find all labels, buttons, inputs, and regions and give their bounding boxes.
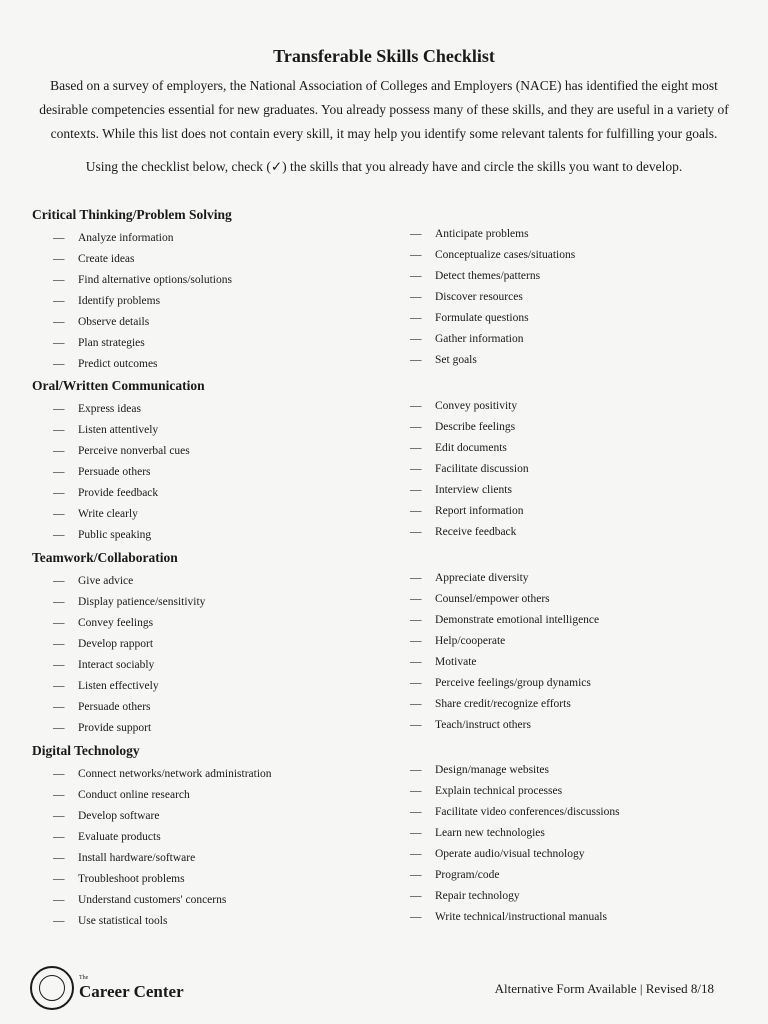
checkbox-line[interactable]: —: [410, 505, 422, 517]
skill-label: Express ideas: [78, 403, 141, 415]
skill-list-right: [410, 224, 740, 371]
skill-label: Convey positivity: [435, 400, 518, 412]
skill-item: [53, 504, 383, 525]
skill-label: Teach/instruct others: [435, 719, 531, 731]
skill-item: [53, 571, 383, 592]
checkbox-line[interactable]: —: [410, 442, 422, 454]
footer-revision-note: Alternative Form Available | Revised 8/18: [494, 981, 714, 996]
skill-label: Report information: [435, 505, 524, 517]
skill-label: Gather information: [435, 333, 524, 345]
skill-label: Develop software: [78, 810, 160, 822]
skill-label: Analyze information: [78, 232, 174, 244]
checkbox-line[interactable]: —: [53, 575, 65, 587]
skill-item: [53, 785, 383, 806]
skill-label: Design/manage websites: [435, 764, 550, 776]
skill-label: Program/code: [435, 869, 500, 881]
skill-label: Discover resources: [435, 291, 523, 303]
skill-list-right: [410, 760, 740, 928]
checkbox-line[interactable]: —: [53, 810, 65, 822]
skill-item: [53, 462, 383, 483]
skill-item: [410, 245, 740, 266]
skill-item: [410, 694, 740, 715]
skill-list-right: [410, 396, 740, 543]
skill-item: [410, 844, 740, 865]
skill-item: [53, 333, 383, 354]
checkbox-line[interactable]: —: [53, 768, 65, 780]
skill-item: [53, 249, 383, 270]
checkbox-line[interactable]: —: [410, 890, 422, 902]
checkbox-line[interactable]: —: [410, 635, 422, 647]
skill-label: Describe feelings: [435, 421, 516, 433]
skill-item: [53, 312, 383, 333]
skill-item: [410, 287, 740, 308]
skill-label: Predict outcomes: [78, 358, 158, 370]
checkbox-line[interactable]: —: [410, 333, 422, 345]
skill-label: Explain technical processes: [435, 785, 563, 797]
skill-item: [53, 764, 383, 785]
skill-label: Appreciate diversity: [435, 572, 529, 584]
checkbox-line[interactable]: —: [53, 873, 65, 885]
skill-item: [410, 459, 740, 480]
checkbox-line[interactable]: —: [53, 789, 65, 801]
skill-label: Formulate questions: [435, 312, 529, 324]
skill-list-left: [53, 764, 383, 932]
skill-label: Identify problems: [78, 295, 161, 307]
skill-list-right: [410, 568, 740, 736]
checkbox-line[interactable]: —: [410, 400, 422, 412]
skill-label: Perceive feelings/group dynamics: [435, 677, 591, 689]
checkbox-line[interactable]: —: [53, 659, 65, 671]
skill-label: Give advice: [78, 575, 134, 587]
checkbox-line[interactable]: —: [410, 593, 422, 605]
skill-item: [410, 501, 740, 522]
checkbox-line[interactable]: —: [410, 312, 422, 324]
checkbox-line[interactable]: —: [53, 701, 65, 713]
skill-item: [410, 673, 740, 694]
skill-item: [410, 652, 740, 673]
section-heading-digital-technology: Digital Technology: [32, 743, 140, 758]
skill-label: Convey feelings: [78, 617, 154, 629]
skill-item: [410, 308, 740, 329]
skill-item: [53, 270, 383, 291]
skill-label: Persuade others: [78, 466, 151, 478]
instructions: Using the checklist below, check (✓) the skills that you already have and circle the skills you want to develop.: [85, 159, 683, 174]
skill-item: [53, 592, 383, 613]
skill-label: Troubleshoot problems: [78, 873, 185, 885]
skill-label: Find alternative options/solutions: [78, 274, 232, 286]
skill-label: Connect networks/network administration: [78, 768, 272, 780]
skill-label: Use statistical tools: [78, 915, 168, 927]
skill-label: Write technical/instructional manuals: [435, 911, 607, 923]
skill-item: [410, 631, 740, 652]
skill-item: [410, 907, 740, 928]
skill-label: Create ideas: [78, 253, 135, 265]
checkbox-line[interactable]: —: [53, 403, 65, 415]
checkbox-line[interactable]: —: [53, 831, 65, 843]
skill-item: [410, 823, 740, 844]
skill-item: [53, 634, 383, 655]
skill-list-left: [53, 399, 383, 546]
skill-item: [53, 483, 383, 504]
checkbox-line[interactable]: —: [410, 526, 422, 538]
skill-label: Display patience/sensitivity: [78, 596, 206, 608]
checkbox-line[interactable]: —: [410, 677, 422, 689]
skill-item: [410, 781, 740, 802]
checkbox-line[interactable]: —: [53, 295, 65, 307]
skill-item: [53, 354, 383, 375]
skill-label: Repair technology: [435, 890, 520, 902]
skill-label: Facilitate video conferences/discussions: [435, 806, 620, 818]
skill-label: Interact sociably: [78, 659, 155, 671]
skill-item: [410, 610, 740, 631]
skill-label: Provide feedback: [78, 487, 159, 499]
checkbox-line[interactable]: —: [410, 827, 422, 839]
checkbox-line[interactable]: —: [53, 680, 65, 692]
skill-item: [53, 525, 383, 546]
footer-the: The: [79, 975, 89, 981]
skill-label: Interview clients: [435, 484, 512, 496]
skill-label: Receive feedback: [435, 526, 517, 538]
checkbox-line[interactable]: —: [410, 848, 422, 860]
checkbox-line[interactable]: —: [410, 463, 422, 475]
intro-paragraph: Based on a survey of employers, the National Association of Colleges and Employers (NACE) has identified the eight most desirable competencies essential for new graduates. You already possess many of these skills, and they are useful in a variety of contexts. While this list does not contain every skill, it may help you identify some relevant talents for fulfilling your goals.: [39, 78, 729, 141]
checkbox-line[interactable]: —: [53, 253, 65, 265]
checkbox-line[interactable]: —: [53, 638, 65, 650]
skill-item: [410, 480, 740, 501]
checkbox-line[interactable]: —: [53, 596, 65, 608]
skill-label: Persuade others: [78, 701, 151, 713]
skill-item: [410, 802, 740, 823]
skill-item: [410, 396, 740, 417]
checkbox-line[interactable]: —: [410, 228, 422, 240]
skill-item: [53, 291, 383, 312]
skill-label: Share credit/recognize efforts: [435, 698, 571, 710]
checkbox-line[interactable]: —: [410, 354, 422, 366]
checkbox-line[interactable]: —: [410, 291, 422, 303]
university-seal-icon: [30, 966, 74, 1010]
skill-label: Learn new technologies: [435, 827, 545, 839]
skill-label: Provide support: [78, 722, 152, 734]
checkbox-line[interactable]: —: [410, 614, 422, 626]
skill-label: Set goals: [435, 354, 477, 366]
skill-label: Understand customers' concerns: [78, 894, 227, 906]
skill-item: [410, 224, 740, 245]
page-title: Transferable Skills Checklist: [273, 46, 495, 66]
skill-label: Counsel/empower others: [435, 593, 550, 605]
skill-label: Anticipate problems: [435, 228, 529, 240]
skill-item: [410, 329, 740, 350]
skill-label: Detect themes/patterns: [435, 270, 541, 282]
skill-item: [53, 228, 383, 249]
skill-label: Listen effectively: [78, 680, 159, 692]
checkbox-line[interactable]: —: [410, 785, 422, 797]
checkbox-line[interactable]: —: [410, 764, 422, 776]
checkbox-line[interactable]: —: [53, 915, 65, 927]
checkbox-line[interactable]: —: [53, 487, 65, 499]
skill-label: Develop rapport: [78, 638, 154, 650]
checkbox-line[interactable]: —: [53, 529, 65, 541]
checkbox-line[interactable]: —: [410, 421, 422, 433]
skill-list-left: [53, 571, 383, 739]
skill-item: [410, 568, 740, 589]
section-heading-communication: Oral/Written Communication: [32, 378, 205, 393]
skill-item: [53, 718, 383, 739]
skill-label: Listen attentively: [78, 424, 159, 436]
skill-label: Perceive nonverbal cues: [78, 445, 190, 457]
skill-item: [53, 399, 383, 420]
section-heading-teamwork: Teamwork/Collaboration: [32, 550, 178, 565]
career-center-logo-text: Career Center: [79, 982, 184, 1001]
checkbox-line[interactable]: —: [53, 617, 65, 629]
skill-item: [53, 890, 383, 911]
checkbox-line[interactable]: —: [53, 424, 65, 436]
skill-item: [410, 589, 740, 610]
skill-label: Conceptualize cases/situations: [435, 249, 576, 261]
skill-item: [53, 613, 383, 634]
checkbox-line[interactable]: —: [53, 508, 65, 520]
section-heading-critical-thinking: Critical Thinking/Problem Solving: [32, 207, 232, 222]
checkbox-line[interactable]: —: [410, 911, 422, 923]
skill-item: [410, 715, 740, 736]
skill-item: [53, 441, 383, 462]
checkbox-line[interactable]: —: [410, 698, 422, 710]
checkbox-line[interactable]: —: [410, 270, 422, 282]
skill-item: [410, 865, 740, 886]
skill-label: Write clearly: [78, 508, 138, 520]
checkbox-line[interactable]: —: [410, 719, 422, 731]
skill-item: [53, 848, 383, 869]
skill-label: Evaluate products: [78, 831, 161, 843]
skill-label: Help/cooperate: [435, 635, 506, 647]
skill-item: [53, 420, 383, 441]
skill-list-left: [53, 228, 383, 375]
checkbox-line[interactable]: —: [410, 484, 422, 496]
skill-item: [410, 438, 740, 459]
checkbox-line[interactable]: —: [53, 358, 65, 370]
checkbox-line[interactable]: —: [410, 806, 422, 818]
skill-item: [410, 886, 740, 907]
skill-label: Conduct online research: [78, 789, 190, 801]
skill-label: Operate audio/visual technology: [435, 848, 585, 860]
skill-label: Demonstrate emotional intelligence: [435, 614, 600, 626]
skill-item: [53, 697, 383, 718]
skill-label: Public speaking: [78, 529, 152, 541]
checkbox-line[interactable]: —: [410, 572, 422, 584]
checkbox-line[interactable]: —: [53, 274, 65, 286]
skill-label: Plan strategies: [78, 337, 145, 349]
checkbox-line[interactable]: —: [410, 869, 422, 881]
skill-item: [53, 655, 383, 676]
skill-item: [410, 266, 740, 287]
skill-label: Motivate: [435, 656, 477, 668]
skill-item: [53, 676, 383, 697]
skill-item: [410, 760, 740, 781]
checkbox-line[interactable]: —: [53, 445, 65, 457]
skill-item: [53, 911, 383, 932]
checkbox-line[interactable]: —: [410, 656, 422, 668]
skill-label: Edit documents: [435, 442, 507, 454]
checkbox-line[interactable]: —: [53, 232, 65, 244]
skill-item: [53, 869, 383, 890]
skill-label: Install hardware/software: [78, 852, 196, 864]
skill-label: Facilitate discussion: [435, 463, 529, 475]
skill-label: Observe details: [78, 316, 150, 328]
checkbox-line[interactable]: —: [53, 722, 65, 734]
skill-item: [53, 827, 383, 848]
skill-item: [410, 417, 740, 438]
skill-item: [410, 350, 740, 371]
checkbox-line[interactable]: —: [53, 852, 65, 864]
skill-item: [53, 806, 383, 827]
checkbox-line[interactable]: —: [53, 466, 65, 478]
checkbox-line[interactable]: —: [53, 894, 65, 906]
checkbox-line[interactable]: —: [410, 249, 422, 261]
checkbox-line[interactable]: —: [53, 337, 65, 349]
skill-item: [410, 522, 740, 543]
checkbox-line[interactable]: —: [53, 316, 65, 328]
